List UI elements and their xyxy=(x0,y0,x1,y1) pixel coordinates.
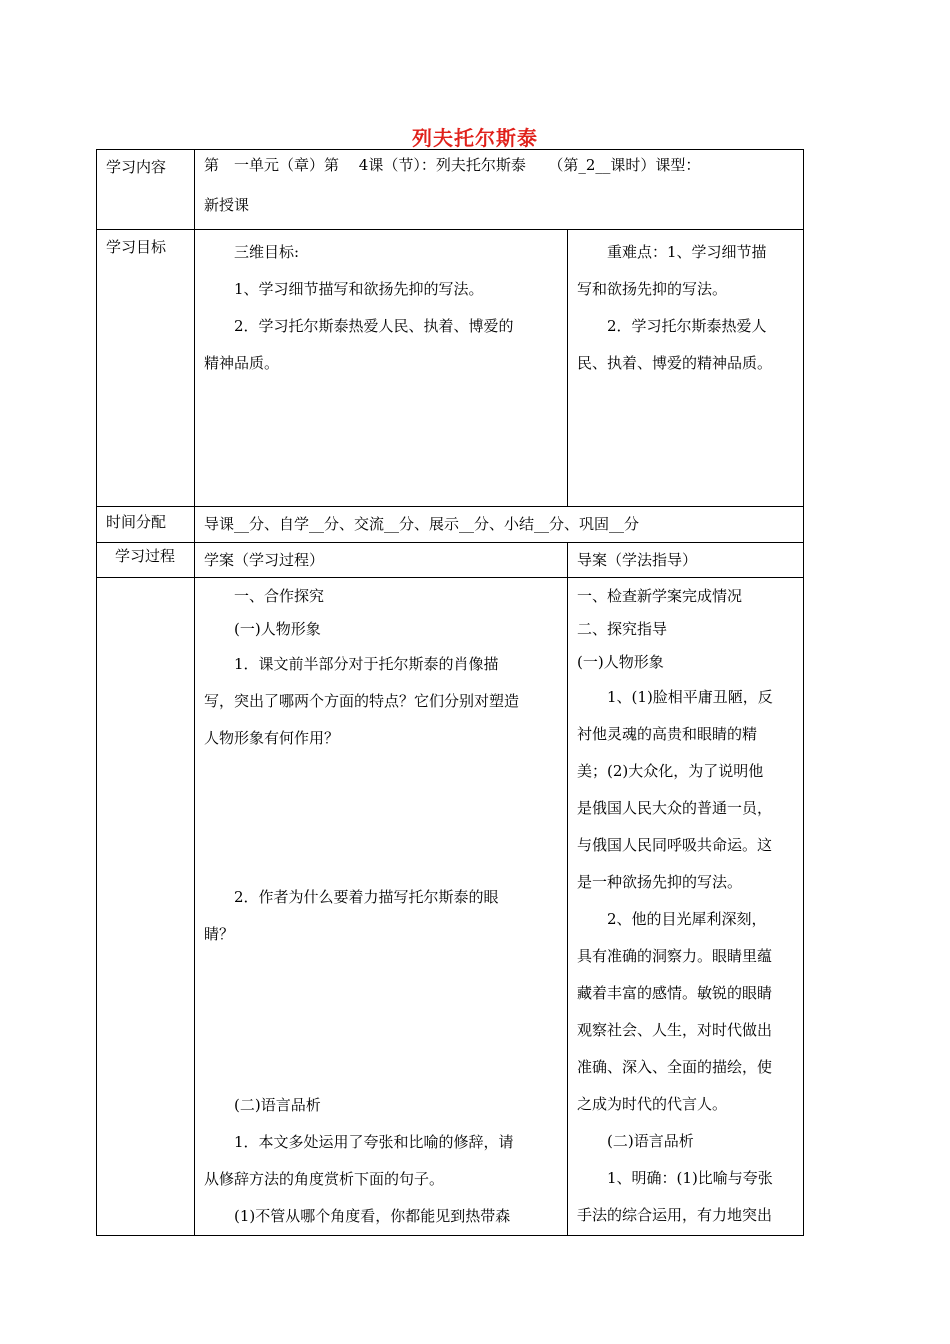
right-line: 1、明确：(1)比喻与夸张 xyxy=(607,1169,773,1187)
goals-right-cell xyxy=(568,230,804,507)
label-process: 学习过程 xyxy=(97,543,195,578)
label-content: 学习内容 xyxy=(97,150,195,230)
right-line: (一)人物形象 xyxy=(577,653,664,671)
row-time xyxy=(97,507,804,543)
right-line: (二)语言品析 xyxy=(607,1132,694,1150)
right-line: 观察社会、人生，对时代做出 xyxy=(577,1021,773,1039)
right-line: 美；(2)大众化，为了说明他 xyxy=(577,762,764,780)
goals-right-line: 2．学习托尔斯泰热爱人 xyxy=(607,317,767,335)
right-line: 衬他灵魂的高贵和眼睛的精 xyxy=(577,725,758,743)
goals-right-line: 重难点：1、学习细节描 xyxy=(607,243,767,261)
right-line: 二、探究指导 xyxy=(577,620,668,638)
content-line-2: 新授课 xyxy=(204,196,250,214)
right-line: 与俄国人民同呼吸共命运。这 xyxy=(577,836,773,854)
goals-left-line: 2．学习托尔斯泰热爱人民、执着、博爱的 xyxy=(234,317,514,335)
content-cell xyxy=(195,150,804,230)
right-line: 是一种欲扬先抑的写法。 xyxy=(577,873,743,891)
row-goals xyxy=(97,230,804,507)
left-line: 写，突出了哪两个方面的特点？它们分别对塑造 xyxy=(204,692,520,710)
right-line: 是俄国人民大众的普通一员， xyxy=(577,799,773,817)
time-text: 导课__分、自学__分、交流__分、展示__分、小结__分、巩固__分 xyxy=(204,515,640,533)
left-line: (1)不管从哪个角度看，你都能见到热带森 xyxy=(234,1207,511,1225)
right-line: 一、检查新学案完成情况 xyxy=(577,587,743,605)
content-line-1: 第 一单元（章）第 4课（节）：列夫托尔斯泰 （第_2__课时）课型： xyxy=(204,156,701,174)
left-header-text: 学案（学习过程） xyxy=(204,551,325,569)
goals-right-line: 写和欲扬先抑的写法。 xyxy=(577,280,728,298)
left-line: 人物形象有何作用？ xyxy=(204,729,340,747)
process-left-header xyxy=(195,543,568,578)
right-line: 手法的综合运用，有力地突出 xyxy=(577,1206,773,1224)
lesson-plan-table xyxy=(96,149,804,1236)
process-label-empty xyxy=(97,578,195,1236)
process-right-header xyxy=(568,543,804,578)
label-goals: 学习目标 xyxy=(97,230,195,507)
goals-left-line: 精神品质。 xyxy=(204,354,280,372)
goals-right-line: 民、执着、博爱的精神品质。 xyxy=(577,354,773,372)
left-line: 一、合作探究 xyxy=(234,587,325,605)
right-line: 具有准确的洞察力。眼睛里蕴 xyxy=(577,947,773,965)
process-right-cell xyxy=(568,578,804,1236)
right-header-text: 导案（学法指导） xyxy=(577,551,698,569)
goals-left-cell xyxy=(195,230,568,507)
goals-left-line: 三维目标: xyxy=(234,243,300,261)
document-title: 列夫托尔斯泰 xyxy=(412,126,538,150)
row-process-body xyxy=(97,578,804,1236)
process-left-cell xyxy=(195,578,568,1236)
right-line: 1、(1)脸相平庸丑陋，反 xyxy=(607,688,773,706)
row-process-header xyxy=(97,543,804,578)
right-line: 2、他的目光犀利深刻， xyxy=(607,910,767,928)
right-line: 藏着丰富的感情。敏锐的眼睛 xyxy=(577,984,773,1002)
right-line: 准确、深入、全面的描绘，使 xyxy=(577,1058,773,1076)
left-line: (二)语言品析 xyxy=(234,1096,321,1114)
left-line: 从修辞方法的角度赏析下面的句子。 xyxy=(204,1170,445,1188)
label-time: 时间分配 xyxy=(97,507,195,543)
time-cell xyxy=(195,507,804,543)
left-line: 睛？ xyxy=(204,925,235,943)
row-content xyxy=(97,150,804,230)
right-line: 之成为时代的代言人。 xyxy=(577,1095,728,1113)
left-line: 2．作者为什么要着力描写托尔斯泰的眼 xyxy=(234,888,499,906)
goals-left-line: 1、学习细节描写和欲扬先抑的写法。 xyxy=(234,280,484,298)
left-line: (一)人物形象 xyxy=(234,620,321,638)
left-line: 1．本文多处运用了夸张和比喻的修辞，请 xyxy=(234,1133,514,1151)
left-line: 1．课文前半部分对于托尔斯泰的肖像描 xyxy=(234,655,499,673)
